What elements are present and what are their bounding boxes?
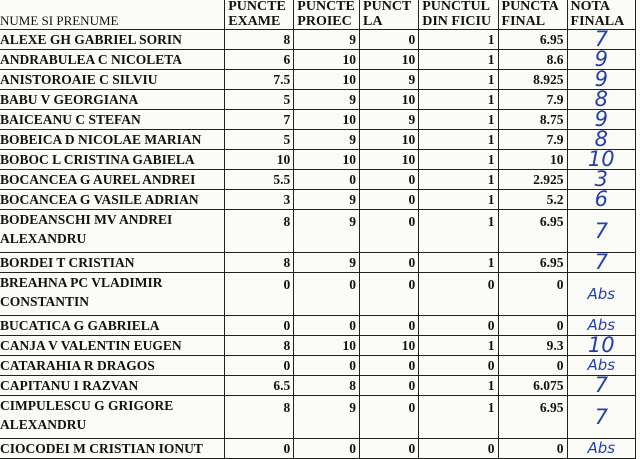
score-final: 8.6: [498, 50, 567, 70]
score-proiect: 9: [294, 90, 360, 110]
table-row: [0, 30, 636, 50]
score-proiect: 10: [294, 50, 360, 70]
score-la: 9: [360, 110, 419, 130]
table-row: [0, 316, 636, 336]
score-ficiu: 1: [419, 150, 498, 170]
header-final-line2: FINAL: [501, 14, 546, 29]
student-name: ANDRABULEA C NICOLETA: [0, 50, 225, 70]
score-proiect: 9: [294, 130, 360, 150]
student-name: BREAHNA PC VLADIMIR CONSTANTIN: [0, 273, 225, 316]
score-proiect: 8: [294, 376, 360, 396]
header-proiect: [294, 0, 360, 30]
score-final: 6.95: [498, 396, 567, 439]
handwritten-grade: 7: [567, 396, 635, 439]
header-nota-line1: NOTA: [570, 0, 610, 14]
score-exam: 5.5: [225, 170, 294, 190]
score-proiect: 0: [294, 439, 360, 459]
score-exam: 6.5: [225, 376, 294, 396]
score-exam: 0: [225, 439, 294, 459]
header-la-line1: PUNCT: [363, 0, 412, 14]
student-name: BUCATICA G GABRIELA: [0, 316, 225, 336]
table-row: [0, 253, 636, 273]
header-ficiu-line1: PUNCTUL: [422, 0, 490, 14]
score-proiect: 0: [294, 356, 360, 376]
table-row: [0, 396, 636, 439]
student-name: BABU V GEORGIANA: [0, 90, 225, 110]
student-name: CAPITANU I RAZVAN: [0, 376, 225, 396]
table-row: [0, 170, 636, 190]
score-final: 7.9: [498, 130, 567, 150]
score-la: 10: [360, 90, 419, 110]
score-ficiu: 1: [419, 376, 498, 396]
score-proiect: 10: [294, 150, 360, 170]
score-la: 0: [360, 210, 419, 253]
score-final: 6.95: [498, 30, 567, 50]
header-exam: [225, 0, 294, 30]
table-row: [0, 190, 636, 210]
score-exam: 0: [225, 356, 294, 376]
student-name: BODEANSCHI MV ANDREI ALEXANDRU: [0, 210, 225, 253]
score-exam: 8: [225, 396, 294, 439]
handwritten-grade: 9: [567, 50, 635, 70]
score-final: 9.3: [498, 336, 567, 356]
student-name: CIMPULESCU G GRIGORE ALEXANDRU: [0, 396, 225, 439]
table-row: [0, 150, 636, 170]
score-la: 0: [360, 439, 419, 459]
handwritten-grade: 7: [567, 253, 635, 273]
header-name: NUME SI PRENUME: [0, 0, 225, 30]
score-proiect: 9: [294, 210, 360, 253]
score-ficiu: 1: [419, 190, 498, 210]
handwritten-grade: 7: [567, 30, 635, 50]
score-proiect: 0: [294, 170, 360, 190]
student-name: CANJA V VALENTIN EUGEN: [0, 336, 225, 356]
student-name: BAICEANU C STEFAN: [0, 110, 225, 130]
score-la: 0: [360, 396, 419, 439]
score-proiect: 9: [294, 396, 360, 439]
score-proiect: 10: [294, 110, 360, 130]
table-row: [0, 110, 636, 130]
table-row: [0, 273, 636, 316]
student-name: CATARAHIA R DRAGOS: [0, 356, 225, 376]
score-final: 5.2: [498, 190, 567, 210]
handwritten-grade: 10: [567, 336, 635, 356]
score-final: 0: [498, 439, 567, 459]
score-ficiu: 1: [419, 396, 498, 439]
score-proiect: 9: [294, 190, 360, 210]
score-la: 0: [360, 316, 419, 336]
score-la: 10: [360, 130, 419, 150]
score-final: 0: [498, 356, 567, 376]
score-exam: 8: [225, 210, 294, 253]
score-final: 8.925: [498, 70, 567, 90]
table-row: [0, 336, 636, 356]
student-name: ALEXE GH GABRIEL SORIN: [0, 30, 225, 50]
header-la-line2: LA: [363, 14, 383, 29]
score-proiect: 10: [294, 70, 360, 90]
score-la: 10: [360, 336, 419, 356]
score-ficiu: 0: [419, 356, 498, 376]
table-body: [0, 30, 636, 459]
handwritten-grade: 8: [567, 130, 635, 150]
score-ficiu: 1: [419, 50, 498, 70]
handwritten-grade: 3: [567, 170, 635, 190]
score-la: 0: [360, 376, 419, 396]
table-row: [0, 439, 636, 459]
score-la: 10: [360, 150, 419, 170]
score-exam: 5: [225, 90, 294, 110]
table-row: [0, 70, 636, 90]
handwritten-grade: 10: [567, 150, 635, 170]
score-final: 8.75: [498, 110, 567, 130]
handwritten-grade: 7: [567, 376, 635, 396]
header-exam-line2: EXAME: [228, 14, 281, 29]
score-exam: 3: [225, 190, 294, 210]
table-row: [0, 356, 636, 376]
score-final: 0: [498, 273, 567, 316]
header-final: [498, 0, 567, 30]
handwritten-grade: 9: [567, 110, 635, 130]
score-proiect: 10: [294, 336, 360, 356]
score-final: 2.925: [498, 170, 567, 190]
score-exam: 0: [225, 316, 294, 336]
score-ficiu: 1: [419, 90, 498, 110]
score-exam: 5: [225, 130, 294, 150]
score-la: 0: [360, 253, 419, 273]
handwritten-grade: 6: [567, 190, 635, 210]
handwritten-grade: Abs: [567, 316, 635, 336]
score-ficiu: 1: [419, 210, 498, 253]
score-final: 10: [498, 150, 567, 170]
handwritten-grade: 8: [567, 90, 635, 110]
student-name: BOBEICA D NICOLAE MARIAN: [0, 130, 225, 150]
score-ficiu: 0: [419, 316, 498, 336]
score-ficiu: 0: [419, 273, 498, 316]
student-name: BOBOC L CRISTINA GABIELA: [0, 150, 225, 170]
student-name: CIOCODEI M CRISTIAN IONUT: [0, 439, 225, 459]
score-ficiu: 1: [419, 170, 498, 190]
score-final: 7.9: [498, 90, 567, 110]
score-exam: 8: [225, 30, 294, 50]
score-ficiu: 0: [419, 439, 498, 459]
score-la: 9: [360, 70, 419, 90]
header-la: [360, 0, 419, 30]
score-exam: 0: [225, 273, 294, 316]
score-proiect: 0: [294, 316, 360, 336]
score-final: 6.95: [498, 210, 567, 253]
table-row: [0, 130, 636, 150]
score-ficiu: 1: [419, 130, 498, 150]
handwritten-grade: 9: [567, 70, 635, 90]
handwritten-grade: Abs: [567, 356, 635, 376]
score-exam: 8: [225, 336, 294, 356]
table-row: [0, 50, 636, 70]
score-exam: 6: [225, 50, 294, 70]
table-row: [0, 90, 636, 110]
handwritten-grade: Abs: [567, 439, 635, 459]
handwritten-grade: 7: [567, 210, 635, 253]
table-row: [0, 210, 636, 253]
header-proiect-line1: PUNCTE: [297, 0, 355, 14]
score-ficiu: 1: [419, 30, 498, 50]
score-exam: 7.5: [225, 70, 294, 90]
score-proiect: 0: [294, 273, 360, 316]
header-nota-line2: FINALA: [570, 14, 625, 29]
student-name: BOCANCEA G VASILE ADRIAN: [0, 190, 225, 210]
header-nota: [567, 0, 635, 30]
score-exam: 10: [225, 150, 294, 170]
score-la: 0: [360, 356, 419, 376]
score-ficiu: 1: [419, 70, 498, 90]
score-final: 0: [498, 316, 567, 336]
header-ficiu: [419, 0, 498, 30]
student-name: BORDEI T CRISTIAN: [0, 253, 225, 273]
score-la: 0: [360, 273, 419, 316]
score-ficiu: 1: [419, 253, 498, 273]
score-la: 0: [360, 170, 419, 190]
score-exam: 8: [225, 253, 294, 273]
score-la: 0: [360, 190, 419, 210]
score-proiect: 9: [294, 253, 360, 273]
handwritten-grade: Abs: [567, 273, 635, 316]
score-proiect: 9: [294, 30, 360, 50]
score-final: 6.95: [498, 253, 567, 273]
score-la: 0: [360, 30, 419, 50]
student-name: ANISTOROAIE C SILVIU: [0, 70, 225, 90]
table-row: [0, 376, 636, 396]
score-ficiu: 1: [419, 110, 498, 130]
header-row: [0, 0, 636, 30]
header-proiect-line2: PROIEC: [297, 14, 352, 29]
header-final-line1: PUNCTA: [501, 0, 559, 14]
score-exam: 7: [225, 110, 294, 130]
header-exam-line1: PUNCTE: [228, 0, 286, 14]
score-final: 6.075: [498, 376, 567, 396]
score-ficiu: 1: [419, 336, 498, 356]
header-ficiu-line2: DIN FICIU: [422, 14, 492, 29]
student-name: BOCANCEA G AUREL ANDREI: [0, 170, 225, 190]
score-la: 10: [360, 50, 419, 70]
